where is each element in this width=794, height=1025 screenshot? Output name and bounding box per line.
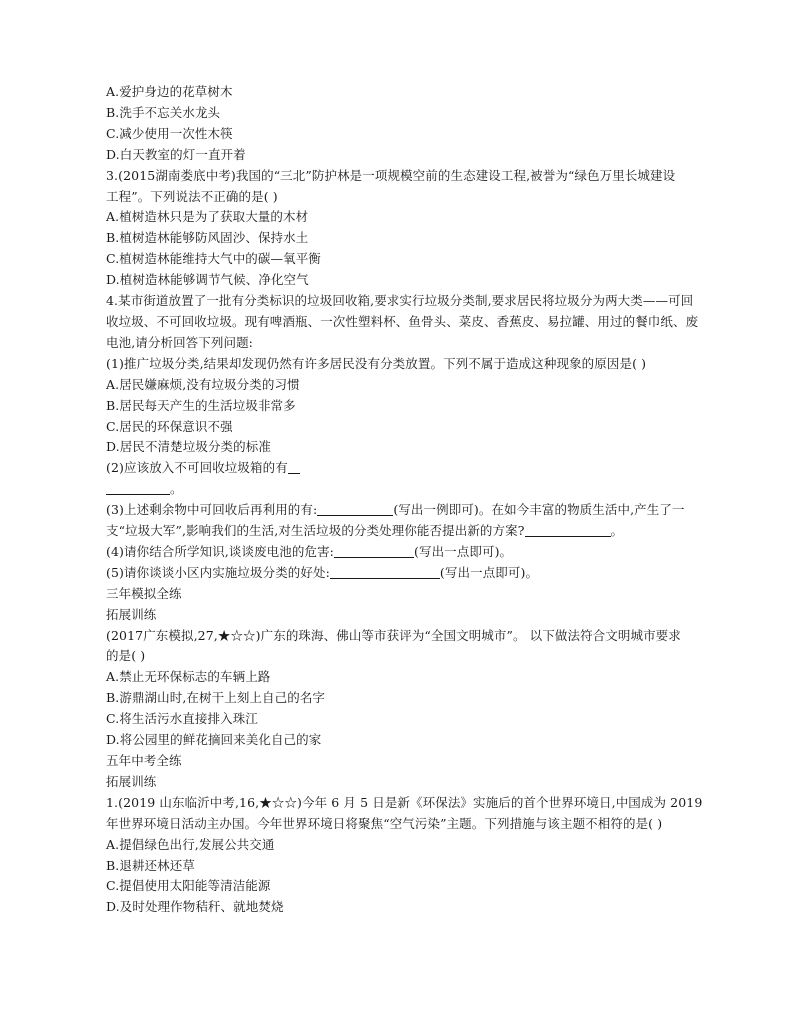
text-line	[106, 856, 691, 877]
text-line	[106, 333, 691, 354]
text-line	[106, 646, 691, 667]
text-line	[106, 82, 691, 103]
line-text: (3)上述剩余物中可回收后再利用的有:	[106, 502, 318, 518]
line-text: A.禁止无环保标志的车辆上路	[106, 669, 271, 685]
line-text: B.退耕还林还草	[106, 857, 195, 873]
line-text: D.白天教室的灯一直开着	[106, 146, 246, 162]
text-line	[106, 375, 691, 396]
line-text: B.游鼎湖山时,在树干上刻上自己的名字	[106, 690, 326, 706]
line-text: (2)应该放入不可回收垃圾箱的有	[106, 460, 288, 476]
line-text: C.减少使用一次性木筷	[106, 125, 233, 141]
text-line	[106, 814, 691, 835]
worksheet-page	[106, 82, 703, 918]
line-text: (5)请你谈谈小区内实施垃圾分类的好处:	[106, 564, 330, 580]
line-text: A.提倡绿色出行,发展公共交通	[106, 836, 275, 852]
line-text: (2017广东模拟,27,★☆☆)广东的珠海、佛山等市获评为“全国文明城市”。 以下做法符合文明城市要求	[106, 627, 681, 643]
text-line	[106, 667, 691, 688]
text-line	[106, 312, 699, 333]
line-text: B.植树造林能够防风固沙、保持水土	[106, 230, 309, 246]
text-line	[106, 228, 691, 249]
text-line	[106, 584, 691, 605]
text-line	[106, 793, 703, 814]
text-line	[106, 291, 694, 312]
text-line	[106, 542, 691, 563]
line-text: 。	[610, 523, 624, 539]
line-text: A.爱护身边的花草树木	[106, 84, 233, 99]
text-line	[106, 709, 691, 730]
text-line	[106, 500, 691, 521]
text-line	[106, 876, 691, 897]
line-text: 拓展训练	[106, 773, 157, 789]
line-text: 电池,请分析回答下列问题:	[106, 334, 253, 350]
text-line	[106, 103, 691, 124]
line-text: C.将生活污水直接排入珠江	[106, 711, 258, 727]
answer-blank[interactable]	[106, 480, 170, 495]
text-line	[106, 605, 691, 626]
text-line	[106, 187, 691, 208]
answer-blank[interactable]	[288, 459, 300, 474]
answer-blank[interactable]	[525, 522, 611, 537]
line-text: (写出一例即可)。在如今丰富的物质生活中,产生了一	[393, 502, 685, 518]
line-text: B.洗手不忘关水龙头	[106, 104, 221, 120]
line-text: C.植树造林能维持大气中的碳—氧平衡	[106, 251, 321, 267]
line-text: B.居民每天产生的生活垃圾非常多	[106, 397, 296, 413]
text-line	[106, 751, 691, 772]
text-line	[106, 207, 691, 228]
text-line	[106, 417, 691, 438]
line-text: D.及时处理作物秸秆、就地焚烧	[106, 899, 284, 915]
text-line	[106, 458, 691, 479]
text-line	[106, 730, 691, 751]
text-line	[106, 354, 691, 375]
answer-blank[interactable]	[334, 543, 414, 558]
text-line	[106, 772, 691, 793]
line-text: D.将公园里的鲜花摘回来美化自己的家	[106, 732, 322, 748]
text-line	[106, 897, 691, 918]
line-text: C.提倡使用太阳能等清洁能源	[106, 878, 271, 894]
line-text: 三年模拟全练	[106, 585, 182, 601]
text-line	[106, 145, 691, 166]
line-text: 年世界环境日活动主办国。今年世界环境日将聚焦“空气污染”主题。下列措施与该主题不相符的是( )	[106, 815, 663, 831]
line-text: D.植树造林能够调节气候、净化空气	[106, 272, 309, 288]
text-line	[106, 521, 691, 542]
line-text: (1)推广垃圾分类,结果却发现仍然有许多居民没有分类放置。下列不属于造成这种现象的原因是( )	[106, 355, 647, 371]
text-line	[106, 249, 691, 270]
text-line	[106, 479, 691, 500]
line-text: (写出一点即可)。	[414, 543, 513, 559]
text-line	[106, 124, 691, 145]
answer-blank[interactable]	[317, 501, 393, 516]
line-text: 3.(2015湖南娄底中考)我国的“三北”防护林是一项规模空前的生态建设工程,被誉为“绿色万里长城建设	[106, 167, 676, 183]
text-line	[106, 835, 691, 856]
line-text: D.居民不清楚垃圾分类的标准	[106, 439, 271, 455]
line-text: (写出一点即可)。	[439, 564, 539, 580]
line-text: A.居民嫌麻烦,没有垃圾分类的习惯	[106, 376, 300, 392]
text-line	[106, 626, 691, 647]
line-text: 收垃圾、不可回收垃圾。现有啤酒瓶、一次性塑料杯、鱼骨头、菜皮、香蕉皮、易拉罐、用过的餐巾纸、废	[106, 313, 699, 329]
line-text: (4)请你结合所学知识,谈谈废电池的危害:	[106, 543, 334, 559]
text-line	[106, 688, 691, 709]
line-text: 。	[170, 481, 183, 497]
text-line	[106, 437, 691, 458]
line-text: 支“垃圾大军”,影响我们的生活,对生活垃圾的分类处理你能否提出新的方案?	[106, 523, 525, 539]
line-text: 拓展训练	[106, 606, 157, 622]
line-text: 五年中考全练	[106, 753, 182, 768]
text-line	[106, 166, 691, 187]
line-text: C.居民的环保意识不强	[106, 418, 233, 434]
text-line	[106, 563, 691, 584]
text-line	[106, 396, 691, 417]
text-line	[106, 270, 691, 291]
line-text: 4.某市街道放置了一批有分类标识的垃圾回收箱,要求实行垃圾分类制,要求居民将垃圾分为两大类——可回	[106, 293, 694, 309]
answer-blank[interactable]	[330, 564, 440, 579]
line-text: 1.(2019 山东临沂中考,16,★☆☆)今年 6 月 5 日是新《环保法》实施后的首个世界环境日,中国成为 2019	[106, 794, 703, 810]
line-text: A.植树造林只是为了获取大量的木材	[106, 209, 309, 225]
line-text: 工程”。下列说法不正确的是( )	[106, 188, 278, 204]
line-text: 的是( )	[106, 648, 146, 664]
